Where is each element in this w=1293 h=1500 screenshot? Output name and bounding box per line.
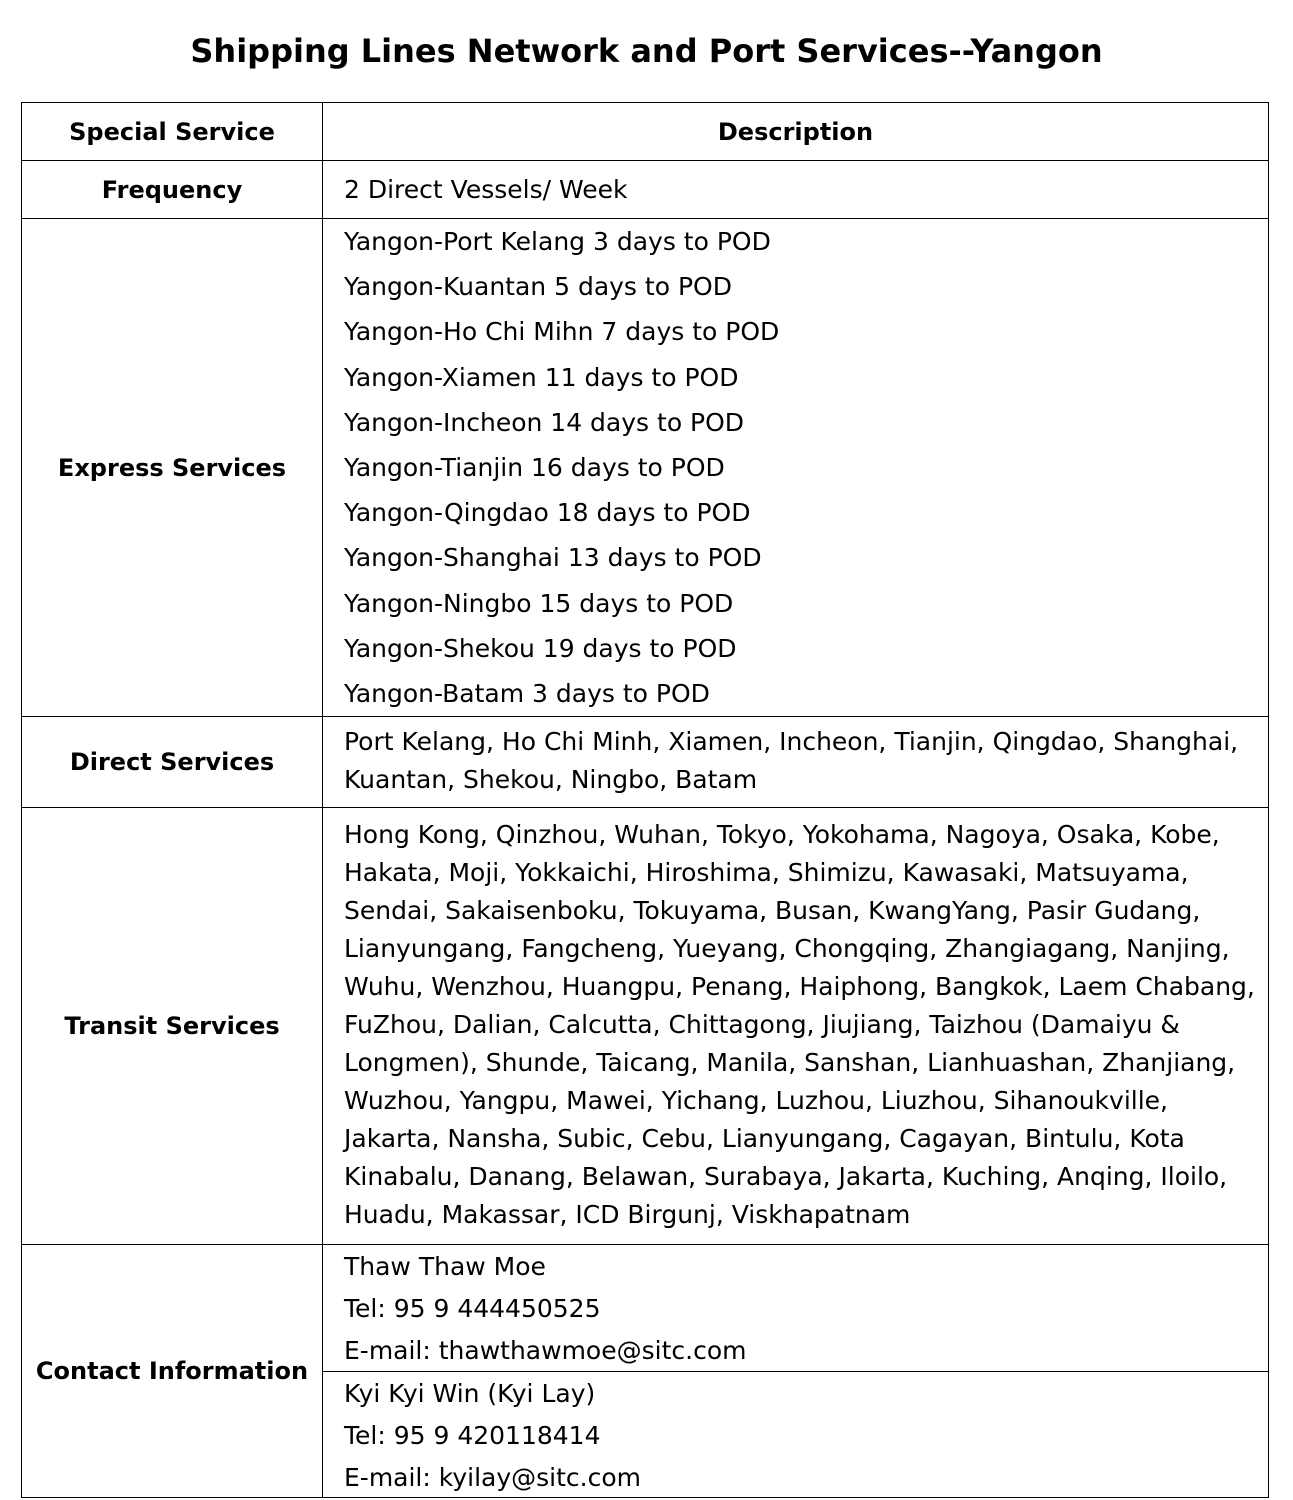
transit-ports-text: Hong Kong, Qinzhou, Wuhan, Tokyo, Yokohama, Nagoya, Osaka, Kobe, Hakata, Moji, Yokkaichi, Hiroshima, Shimizu, Kawasaki, Matsuyama, Sendai, Sakaisenboku, Tokuyama, Busan, KwangYang, Pasir Gudang, Lianyungang, Fangcheng, Yueyang, Chongqing, Zhangiagang, Nanjing, Wuhu, Wenzhou, Huangpu, Penang, Haiphong, Bangkok, Laem Chabang, FuZhou, Dalian, Calcutta, Chittagong, Jiujiang, Taizhou (Damaiyu & Longmen), Shunde, Taicang, Manila, Sanshan, Lianhuashan, Zhanjiang, Wuzhou, Yangpu, Mawei, Yichang, Luzhou, Liuzhou, Sihanoukville, Jakarta, Nansha, Subic, Cebu, Lianyungang, Cagayan, Bintulu, Kota Kinabalu, Danang, Belawan, Surabaya, Jakarta, Kuching, Anqing, Iloilo, Huadu, Makassar, ICD Birgunj, Viskhapatnam: [323, 808, 1269, 1245]
express-route-item: Yangon-Ho Chi Mihn 7 days to POD: [344, 317, 780, 347]
express-label: Express Services: [22, 219, 323, 717]
table-row-direct: [22, 717, 1269, 808]
contact-name: Kyi Kyi Win (Kyi Lay): [344, 1379, 596, 1409]
contact-phone: Tel: 95 9 420118414: [344, 1421, 601, 1451]
express-route-item: Yangon-Ningbo 15 days to POD: [344, 588, 734, 618]
page-title: Shipping Lines Network and Port Services--Yangon: [190, 32, 1103, 70]
contact-details: [323, 1245, 1269, 1498]
express-route-item: Yangon-Shanghai 13 days to POD: [344, 543, 762, 573]
contact-email: E-mail: thawthawmoe@sitc.com: [344, 1336, 747, 1366]
express-route-item: Yangon-Incheon 14 days to POD: [344, 407, 745, 437]
table-row-contact: [22, 1245, 1269, 1498]
contact-card: [323, 1245, 1268, 1372]
table-row-frequency: [22, 161, 1269, 219]
direct-label: Direct Services: [22, 717, 323, 808]
express-route-item: Yangon-Kuantan 5 days to POD: [344, 272, 732, 302]
express-route-item: Yangon-Port Kelang 3 days to POD: [344, 227, 771, 256]
express-route-item: Yangon-Tianjin 16 days to POD: [344, 453, 725, 483]
contact-email: E-mail: kyilay@sitc.com: [344, 1463, 641, 1493]
contact-card: [323, 1372, 1268, 1497]
contact-phone: Tel: 95 9 444450525: [344, 1294, 601, 1324]
direct-ports-text: Port Kelang, Ho Chi Minh, Xiamen, Incheon, Tianjin, Qingdao, Shanghai, Kuantan, Shekou, Ningbo, Batam: [323, 717, 1269, 808]
express-routes-list: [323, 219, 1269, 717]
express-route-item: Yangon-Qingdao 18 days to POD: [344, 498, 751, 528]
header-description: Description: [323, 103, 1269, 161]
frequency-label: Frequency: [22, 161, 323, 219]
header-special-service: Special Service: [22, 103, 323, 161]
table-header-row: [22, 103, 1269, 161]
express-route-item: Yangon-Batam 3 days to POD: [344, 679, 710, 709]
express-route-item: Yangon-Shekou 19 days to POD: [344, 633, 737, 663]
frequency-value: 2 Direct Vessels/ Week: [323, 161, 1269, 219]
services-table: [21, 102, 1269, 1498]
table-row-express: [22, 219, 1269, 717]
table-row-transit: [22, 808, 1269, 1245]
contact-label: Contact Information: [22, 1245, 323, 1498]
express-route-item: Yangon-Xiamen 11 days to POD: [344, 362, 739, 392]
contact-name: Thaw Thaw Moe: [344, 1252, 546, 1282]
transit-label: Transit Services: [22, 808, 323, 1245]
